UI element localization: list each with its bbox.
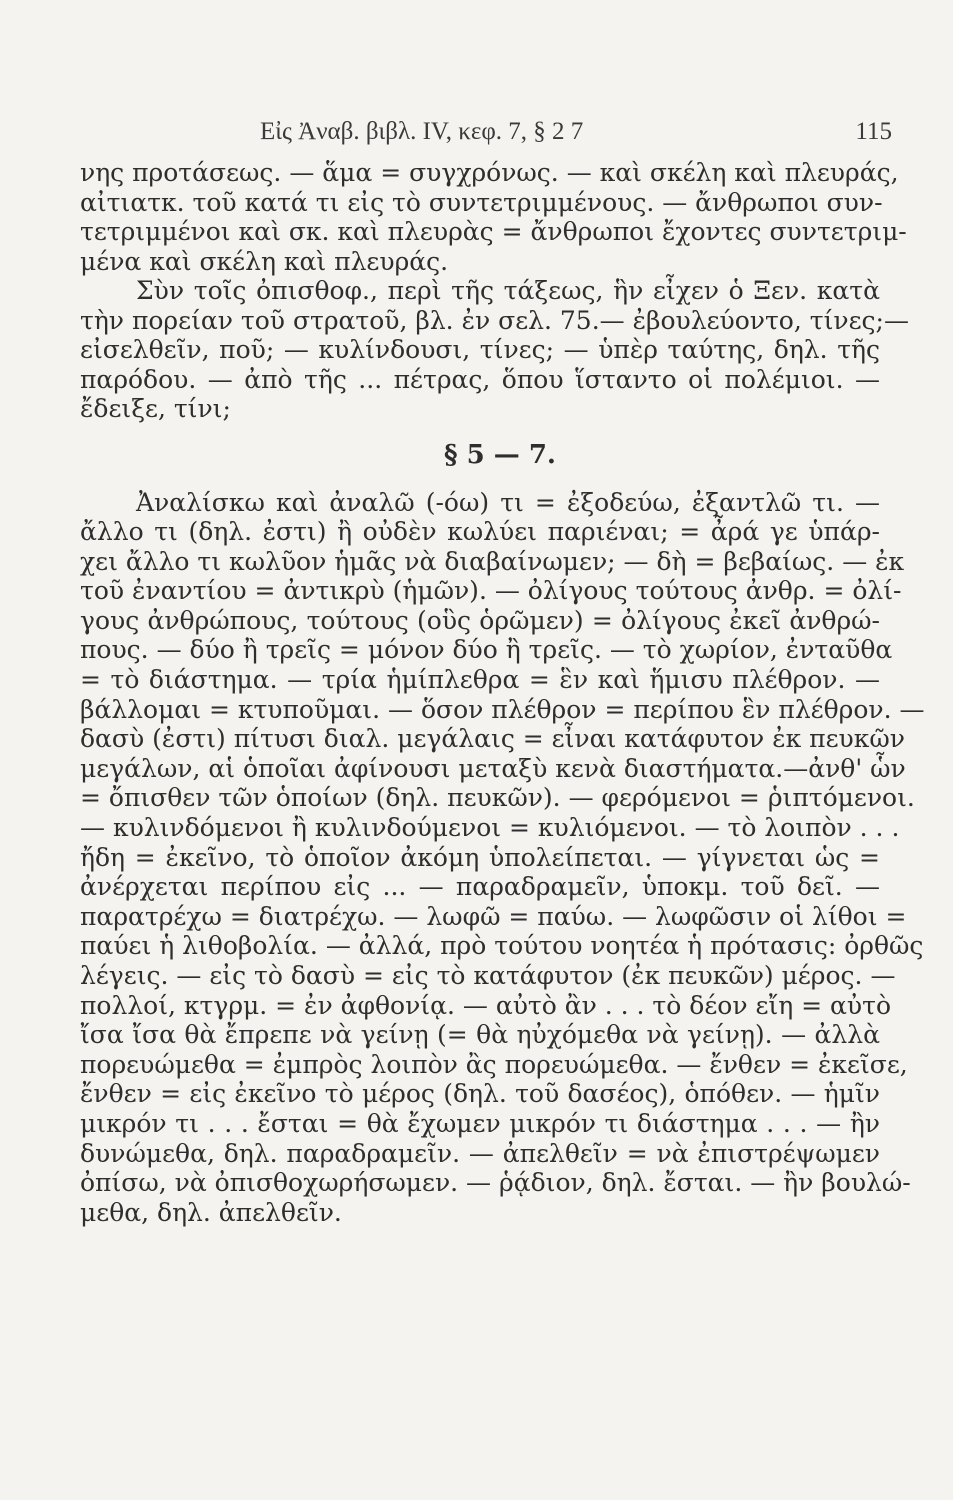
book-page [80, 110, 925, 1227]
text-line: Σὺν τοῖς ὀπισθοφ., περὶ τῆς τάξεως, ἣν εἶχεν ὁ Ξεν. κατὰ [136, 276, 880, 305]
text-line: ὀπίσω, νὰ ὀπισθοχωρήσωμεν. — ῥᾴδιον, δηλ. ἔσται. — ἢν βουλώ- [80, 1168, 911, 1198]
text-line: αἰτιατκ. τοῦ κατά τι εἰς τὸ συντετριμμένους. — ἄνθρωποι συν- [80, 187, 883, 217]
commentary-paragraph-2 [80, 487, 925, 1228]
text-line: βάλλομαι = κτυποῦμαι. — ὅσον πλέθρον = περίπου ἓν πλέθρον. — [80, 694, 925, 724]
text-line: = ὄπισθεν τῶν ὁποίων (δηλ. πευκῶν). — φερόμενοι = ῥιπτόμενοι. [80, 783, 915, 813]
text-line: μένα καὶ σκέλη καὶ πλευράς. [80, 246, 449, 276]
commentary-paragraph-1 [80, 158, 909, 424]
text-line: μεθα, δηλ. ἀπελθεῖν. [80, 1197, 342, 1227]
text-line: γους ἀνθρώπους, τούτους (οὓς ὁρῶμεν) = ὀλίγους ἐκεῖ ἀνθρώ- [80, 605, 880, 635]
text-line: = τὸ διάστημα. — τρία ἡμίπλεθρα = ἓν καὶ ἥμισυ πλέθρον. — [80, 665, 880, 695]
text-line: τοῦ ἐναντίου = ἀντικρὺ (ἡμῶν). — ὀλίγους τούτους ἀνθρ. = ὀλί- [80, 576, 902, 606]
text-line: ἀνέρχεται περίπου εἰς ... — παραδραμεῖν, ὑποκμ. τοῦ δεῖ. — [80, 872, 880, 902]
text-line: — κυλινδόμενοι ἢ κυλινδούμενοι = κυλιόμενοι. — τὸ λοιπὸν . . . [80, 813, 900, 843]
text-line: νης προτάσεως. — ἅμα = συγχρόνως. — καὶ σκέλη καὶ πλευράς, [80, 158, 899, 187]
text-line: ἄλλο τι (δηλ. ἐστι) ἢ οὐδὲν κωλύει παριέναι; = ἆρά γε ὑπάρ- [80, 517, 880, 547]
section-heading: § 5 — 7. [444, 439, 556, 470]
text-line: δασὺ (ἐστι) πίτυσι διαλ. μεγάλαις = εἶναι κατάφυτον ἐκ πευκῶν [80, 724, 905, 754]
text-line: ἔνθεν = εἰς ἐκεῖνο τὸ μέρος (δηλ. τοῦ δασέος), ὁπόθεν. — ἡμῖν [80, 1079, 880, 1109]
text-line: εἰσελθεῖν, ποῦ; — κυλίνδουσι, τίνες; — ὑπὲρ ταύτης, δηλ. τῆς [80, 335, 880, 364]
text-line: τὴν πορείαν τοῦ στρατοῦ, βλ. ἐν σελ. 75.— ἐβουλεύοντο, τίνες;— [80, 305, 909, 335]
text-line: δυνώμεθα, δηλ. παραδραμεῖν. — ἀπελθεῖν = νὰ ἐπιστρέψωμεν [80, 1138, 880, 1168]
text-line: πορευώμεθα = ἐμπρὸς λοιπὸν ἂς πορευώμεθα. — ἔνθεν = ἐκεῖσε, [80, 1049, 908, 1079]
text-line: ἴσα ἴσα θὰ ἔπρεπε νὰ γείνῃ (= θὰ ηὐχόμεθα νὰ γείνῃ). — ἀλλὰ [80, 1020, 880, 1050]
text-line: πους. — δύο ἢ τρεῖς = μόνον δύο ἢ τρεῖς. — τὸ χωρίον, ἐνταῦθα [80, 635, 893, 665]
text-line: μικρόν τι . . . ἔσται = θὰ ἔχωμεν μικρόν τι διάστημα . . . — ἢν [80, 1108, 880, 1138]
text-line: Ἀναλίσκω καὶ ἀναλῶ (-όω) τι = ἐξοδεύω, ἐξαντλῶ τι. — [136, 487, 880, 517]
text-line: ἔδειξε, τίνι; [80, 394, 231, 423]
text-line: λέγεις. — εἰς τὸ δασὺ = εἰς τὸ κατάφυτον (ἐκ πευκῶν) μέρος. — [80, 961, 896, 990]
text-line: μεγάλων, αἱ ὁποῖαι ἀφίνουσι μεταξὺ κενὰ διαστήματα.—ἀνθ' ὧν [80, 753, 906, 783]
running-head [80, 110, 892, 150]
running-head-title: Εἰς Ἀναβ. βιβλ. IV, κεφ. 7, § 2 7 [260, 118, 584, 145]
text-line: παρόδου. — ἀπὸ τῆς ... πέτρας, ὅπου ἵσταντο οἱ πολέμιοι. — [80, 364, 880, 394]
text-line: τετριμμένοι καὶ σκ. καὶ πλευρὰς = ἄνθρωποι ἔχοντες συντετριμ- [80, 217, 907, 246]
text-line: χει ἄλλο τι κωλῦον ἡμᾶς νὰ διαβαίνωμεν; — δὴ = βεβαίως. — ἐκ [80, 546, 905, 576]
text-line: πολλοί, κτγρμ. = ἐν ἀφθονίᾳ. — αὐτὸ ἂν . . . τὸ δέον εἴη = αὐτὸ [80, 990, 891, 1020]
text-line: ἤδη = ἐκεῖνο, τὸ ὁποῖον ἀκόμη ὑπολείπεται. — γίγνεται ὡς = [80, 842, 880, 872]
page-number: 115 [855, 118, 892, 145]
text-line: παύει ἡ λιθοβολία. — ἀλλά, πρὸ τούτου νοητέα ἡ πρότασις: ὀρθῶς [80, 931, 924, 961]
text-line: παρατρέχω = διατρέχω. — λωφῶ = παύω. — λωφῶσιν οἱ λίθοι = [80, 901, 907, 931]
